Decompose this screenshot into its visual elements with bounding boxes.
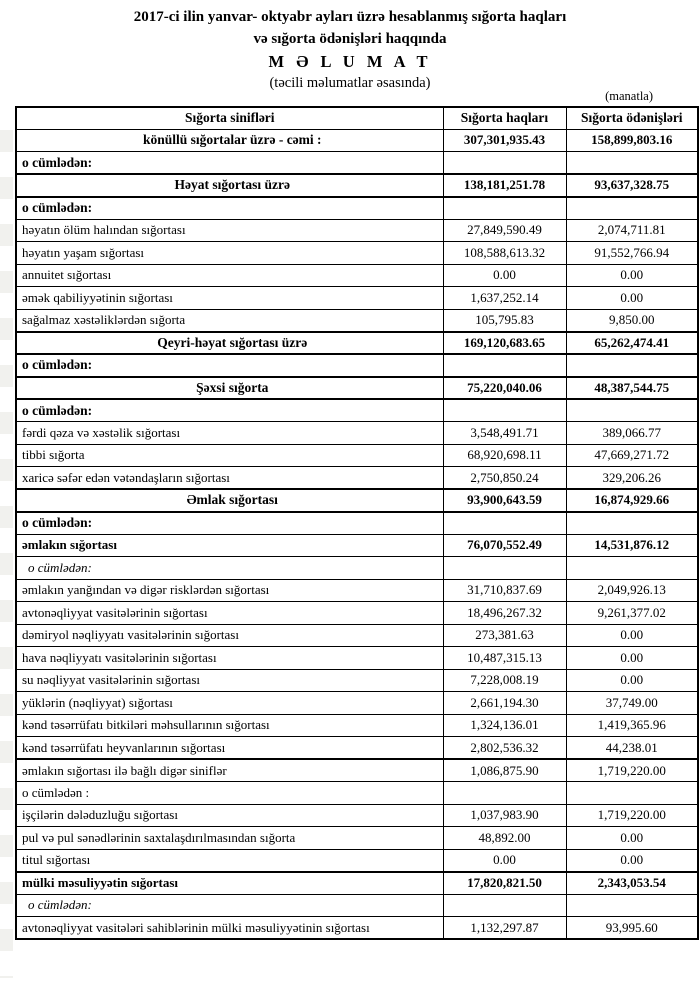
table-row	[16, 264, 698, 287]
cell-class-name: əmlakın sığortası ilə bağlı digər siniflər	[16, 759, 443, 782]
table-body	[16, 129, 698, 939]
cell-payments: 16,874,929.66	[566, 489, 698, 512]
table-row	[16, 534, 698, 557]
cell-class-name: könüllü sığortalar üzrə - cəmi :	[16, 129, 443, 152]
table-row	[16, 422, 698, 445]
table-row	[16, 129, 698, 152]
table-row	[16, 849, 698, 872]
cell-payments	[566, 782, 698, 805]
cell-class-name: yüklərin (nəqliyyat) sığortası	[16, 692, 443, 715]
cell-premiums: 7,228,008.19	[443, 669, 566, 692]
currency-note: (manatla)	[605, 89, 653, 103]
cell-premiums: 75,220,040.06	[443, 377, 566, 400]
cell-premiums: 105,795.83	[443, 309, 566, 332]
cell-premiums	[443, 354, 566, 377]
cell-class-name: avtonəqliyyat vasitələrinin sığortası	[16, 602, 443, 625]
cell-class-name: həyatın yaşam sığortası	[16, 242, 443, 265]
scan-artifact-strip	[0, 130, 13, 978]
table-row	[16, 602, 698, 625]
cell-payments: 2,074,711.81	[566, 219, 698, 242]
column-header-premiums: Sığorta haqları	[443, 107, 566, 129]
table-row	[16, 669, 698, 692]
cell-payments	[566, 894, 698, 917]
cell-class-name: Həyat sığortası üzrə	[16, 174, 443, 197]
cell-class-name: sağalmaz xəstəliklərdən sığorta	[16, 309, 443, 332]
cell-payments: 1,419,365.96	[566, 714, 698, 737]
cell-payments: 158,899,803.16	[566, 129, 698, 152]
cell-class-name: annuitet sığortası	[16, 264, 443, 287]
table-row	[16, 399, 698, 422]
cell-class-name: o cümlədən:	[16, 354, 443, 377]
cell-class-name: o cümlədən :	[16, 782, 443, 805]
cell-payments: 1,719,220.00	[566, 759, 698, 782]
cell-payments: 0.00	[566, 647, 698, 670]
table-row	[16, 467, 698, 490]
cell-class-name: tibbi sığorta	[16, 444, 443, 467]
cell-premiums: 0.00	[443, 264, 566, 287]
table-row	[16, 444, 698, 467]
cell-payments: 44,238.01	[566, 737, 698, 760]
cell-payments: 93,637,328.75	[566, 174, 698, 197]
cell-premiums: 93,900,643.59	[443, 489, 566, 512]
table-row	[16, 737, 698, 760]
cell-payments: 0.00	[566, 264, 698, 287]
cell-premiums: 48,892.00	[443, 827, 566, 850]
table-row	[16, 557, 698, 580]
table-row	[16, 354, 698, 377]
cell-class-name: avtonəqliyyat vasitələri sahiblərinin mülki məsuliyyətinin sığortası	[16, 917, 443, 940]
cell-payments	[566, 152, 698, 175]
table-row	[16, 377, 698, 400]
cell-premiums: 2,750,850.24	[443, 467, 566, 490]
column-header-payments: Sığorta ödənişləri	[566, 107, 698, 129]
cell-premiums: 0.00	[443, 849, 566, 872]
table-row	[16, 917, 698, 940]
cell-premiums: 68,920,698.11	[443, 444, 566, 467]
table-row	[16, 647, 698, 670]
cell-class-name: mülki məsuliyyətin sığortası	[16, 872, 443, 895]
cell-premiums: 10,487,315.13	[443, 647, 566, 670]
cell-premiums	[443, 512, 566, 535]
table-header-row	[16, 107, 698, 129]
title-line-2: və sığorta ödənişləri haqqında	[253, 30, 447, 47]
cell-payments: 65,262,474.41	[566, 332, 698, 355]
cell-class-name: o cümlədən:	[16, 152, 443, 175]
table-row	[16, 512, 698, 535]
cell-payments	[566, 354, 698, 377]
cell-class-name: fərdi qəza və xəstəlik sığortası	[16, 422, 443, 445]
cell-premiums: 76,070,552.49	[443, 534, 566, 557]
cell-premiums: 17,820,821.50	[443, 872, 566, 895]
cell-premiums	[443, 557, 566, 580]
cell-premiums	[443, 399, 566, 422]
cell-payments: 37,749.00	[566, 692, 698, 715]
table-row	[16, 782, 698, 805]
cell-class-name: pul və pul sənədlərinin saxtalaşdırılmasından sığorta	[16, 827, 443, 850]
cell-payments: 329,206.26	[566, 467, 698, 490]
cell-payments	[566, 399, 698, 422]
cell-payments: 0.00	[566, 287, 698, 310]
table-row	[16, 624, 698, 647]
table-row	[16, 219, 698, 242]
table-row	[16, 692, 698, 715]
cell-premiums	[443, 782, 566, 805]
cell-class-name: xaricə səfər edən vətəndaşların sığortası	[16, 467, 443, 490]
cell-premiums: 27,849,590.49	[443, 219, 566, 242]
cell-premiums	[443, 197, 566, 220]
title-melumat: M Ə L U M A T	[268, 52, 432, 71]
cell-class-name: işçilərin dələduzluğu sığortası	[16, 804, 443, 827]
cell-class-name: kənd təsərrüfatı bitkiləri məhsullarının sığortası	[16, 714, 443, 737]
cell-class-name: Şəxsi sığorta	[16, 377, 443, 400]
cell-class-name: o cümlədən:	[16, 399, 443, 422]
report-title-block	[0, 7, 700, 93]
table-row	[16, 174, 698, 197]
insurance-report-table	[15, 106, 699, 940]
cell-premiums: 31,710,837.69	[443, 579, 566, 602]
table-row	[16, 804, 698, 827]
cell-class-name: həyatın ölüm halından sığortası	[16, 219, 443, 242]
table-row	[16, 152, 698, 175]
cell-class-name: Qeyri-həyat sığortası üzrə	[16, 332, 443, 355]
cell-payments: 1,719,220.00	[566, 804, 698, 827]
column-header-classes: Sığorta sinifləri	[16, 107, 443, 129]
table-row	[16, 827, 698, 850]
cell-payments	[566, 512, 698, 535]
cell-class-name: əmlakın sığortası	[16, 534, 443, 557]
cell-class-name: Əmlak sığortası	[16, 489, 443, 512]
title-line-1: 2017-ci ilin yanvar- oktyabr ayları üzrə hesablanmış sığorta haqları	[133, 9, 567, 25]
cell-payments: 0.00	[566, 849, 698, 872]
cell-payments: 0.00	[566, 624, 698, 647]
table-row	[16, 894, 698, 917]
cell-premiums: 18,496,267.32	[443, 602, 566, 625]
cell-payments: 91,552,766.94	[566, 242, 698, 265]
table-row	[16, 242, 698, 265]
cell-premiums: 1,037,983.90	[443, 804, 566, 827]
cell-class-name: titul sığortası	[16, 849, 443, 872]
cell-premiums	[443, 152, 566, 175]
cell-payments: 9,261,377.02	[566, 602, 698, 625]
cell-class-name: o cümlədən:	[16, 197, 443, 220]
cell-payments: 2,049,926.13	[566, 579, 698, 602]
cell-premiums: 1,086,875.90	[443, 759, 566, 782]
cell-premiums: 108,588,613.32	[443, 242, 566, 265]
table-row	[16, 579, 698, 602]
cell-class-name: kənd təsərrüfatı heyvanlarının sığortası	[16, 737, 443, 760]
cell-premiums: 169,120,683.65	[443, 332, 566, 355]
cell-class-name: dəmiryol nəqliyyatı vasitələrinin sığortası	[16, 624, 443, 647]
cell-premiums	[443, 894, 566, 917]
cell-premiums: 273,381.63	[443, 624, 566, 647]
cell-class-name: o cümlədən:	[16, 512, 443, 535]
table-row	[16, 332, 698, 355]
cell-class-name: su nəqliyyat vasitələrinin sığortası	[16, 669, 443, 692]
cell-payments: 14,531,876.12	[566, 534, 698, 557]
cell-payments	[566, 197, 698, 220]
cell-class-name: o cümlədən:	[16, 894, 443, 917]
cell-premiums: 3,548,491.71	[443, 422, 566, 445]
cell-class-name: əmlakın yanğından və digər risklərdən sığortası	[16, 579, 443, 602]
cell-premiums: 307,301,935.43	[443, 129, 566, 152]
cell-payments: 47,669,271.72	[566, 444, 698, 467]
cell-payments: 0.00	[566, 669, 698, 692]
table-row	[16, 489, 698, 512]
table-row	[16, 872, 698, 895]
table-row	[16, 197, 698, 220]
table-row	[16, 309, 698, 332]
title-subnote: (təcili məlumatlar əsasında)	[269, 75, 431, 91]
cell-payments: 2,343,053.54	[566, 872, 698, 895]
cell-payments: 0.00	[566, 827, 698, 850]
cell-class-name: əmək qabiliyyətinin sığortası	[16, 287, 443, 310]
table-row	[16, 287, 698, 310]
cell-premiums: 2,802,536.32	[443, 737, 566, 760]
cell-payments	[566, 557, 698, 580]
cell-class-name: hava nəqliyyatı vasitələrinin sığortası	[16, 647, 443, 670]
cell-payments: 9,850.00	[566, 309, 698, 332]
cell-premiums: 2,661,194.30	[443, 692, 566, 715]
table-row	[16, 759, 698, 782]
cell-payments: 389,066.77	[566, 422, 698, 445]
cell-premiums: 138,181,251.78	[443, 174, 566, 197]
cell-premiums: 1,637,252.14	[443, 287, 566, 310]
table-row	[16, 714, 698, 737]
cell-class-name: o cümlədən:	[16, 557, 443, 580]
cell-payments: 93,995.60	[566, 917, 698, 940]
cell-premiums: 1,132,297.87	[443, 917, 566, 940]
cell-payments: 48,387,544.75	[566, 377, 698, 400]
cell-premiums: 1,324,136.01	[443, 714, 566, 737]
